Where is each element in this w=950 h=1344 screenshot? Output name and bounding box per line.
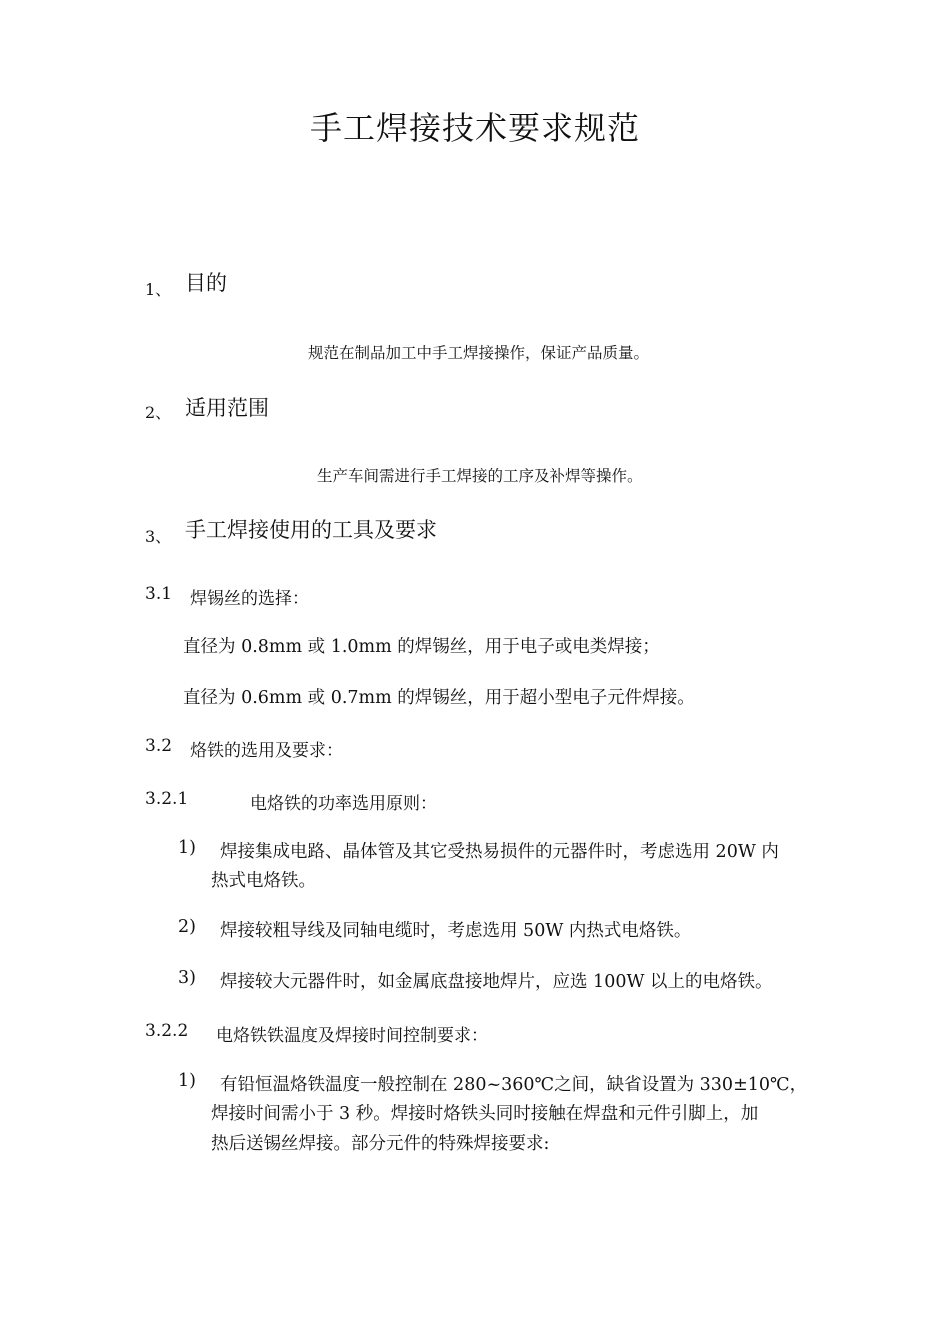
section-1-heading: 目的 [185,271,227,295]
subsection-3-2-2-title: 电烙铁铁温度及焊接时间控制要求： [216,1026,488,1046]
list-marker-3: 3) [178,968,196,988]
subsection-3-2-1-number: 3.2.1 [145,789,189,809]
power-rule-1-line-2: 热式电烙铁。 [211,871,316,891]
subsection-3-2-title: 烙铁的选用及要求： [190,741,343,761]
subsection-3-2-1-title: 电烙铁的功率选用原则： [250,794,437,814]
power-rule-2-line-1: 焊接较粗导线及同轴电缆时，考虑选用 50W 内热式电烙铁。 [220,921,692,941]
section-2-number: 2、 [145,403,172,422]
temp-rule-1-line-1: 有铅恒温烙铁温度一般控制在 280~360℃之间，缺省设置为 330±10℃， [220,1075,808,1095]
section-2-text: 生产车间需进行手工焊接的工序及补焊等操作。 [317,467,643,485]
list-marker-temp-1: 1) [178,1071,196,1091]
subsection-3-2-number: 3.2 [145,736,173,756]
power-rule-3-line-1: 焊接较大元器件时，如金属底盘接地焊片，应选 100W 以上的电烙铁。 [220,972,773,992]
list-marker-2: 2) [178,917,196,937]
solder-wire-item-1: 直径为 0.8mm 或 1.0mm 的焊锡丝，用于电子或电类焊接； [183,637,660,657]
temp-rule-1-line-3: 热后送锡丝焊接。部分元件的特殊焊接要求: [211,1134,550,1154]
list-marker-1: 1) [178,838,196,858]
section-1-number: 1、 [145,280,172,299]
section-1-text: 规范在制品加工中手工焊接操作，保证产品质量。 [308,344,650,362]
temp-rule-1-line-2: 焊接时间需小于 3 秒。焊接时烙铁头同时接触在焊盘和元件引脚上，加 [211,1104,759,1124]
subsection-3-1-title: 焊锡丝的选择： [190,589,309,609]
subsection-3-1-number: 3.1 [145,584,173,604]
page-title: 手工焊接技术要求规范 [309,109,640,147]
subsection-3-2-2-number: 3.2.2 [145,1021,189,1041]
section-2-heading: 适用范围 [185,396,269,420]
section-3-number: 3、 [145,527,172,546]
power-rule-1-line-1: 焊接集成电路、晶体管及其它受热易损件的元器件时，考虑选用 20W 内 [220,842,779,862]
section-3-heading: 手工焊接使用的工具及要求 [185,518,437,542]
solder-wire-item-2: 直径为 0.6mm 或 0.7mm 的焊锡丝，用于超小型电子元件焊接。 [183,688,695,708]
